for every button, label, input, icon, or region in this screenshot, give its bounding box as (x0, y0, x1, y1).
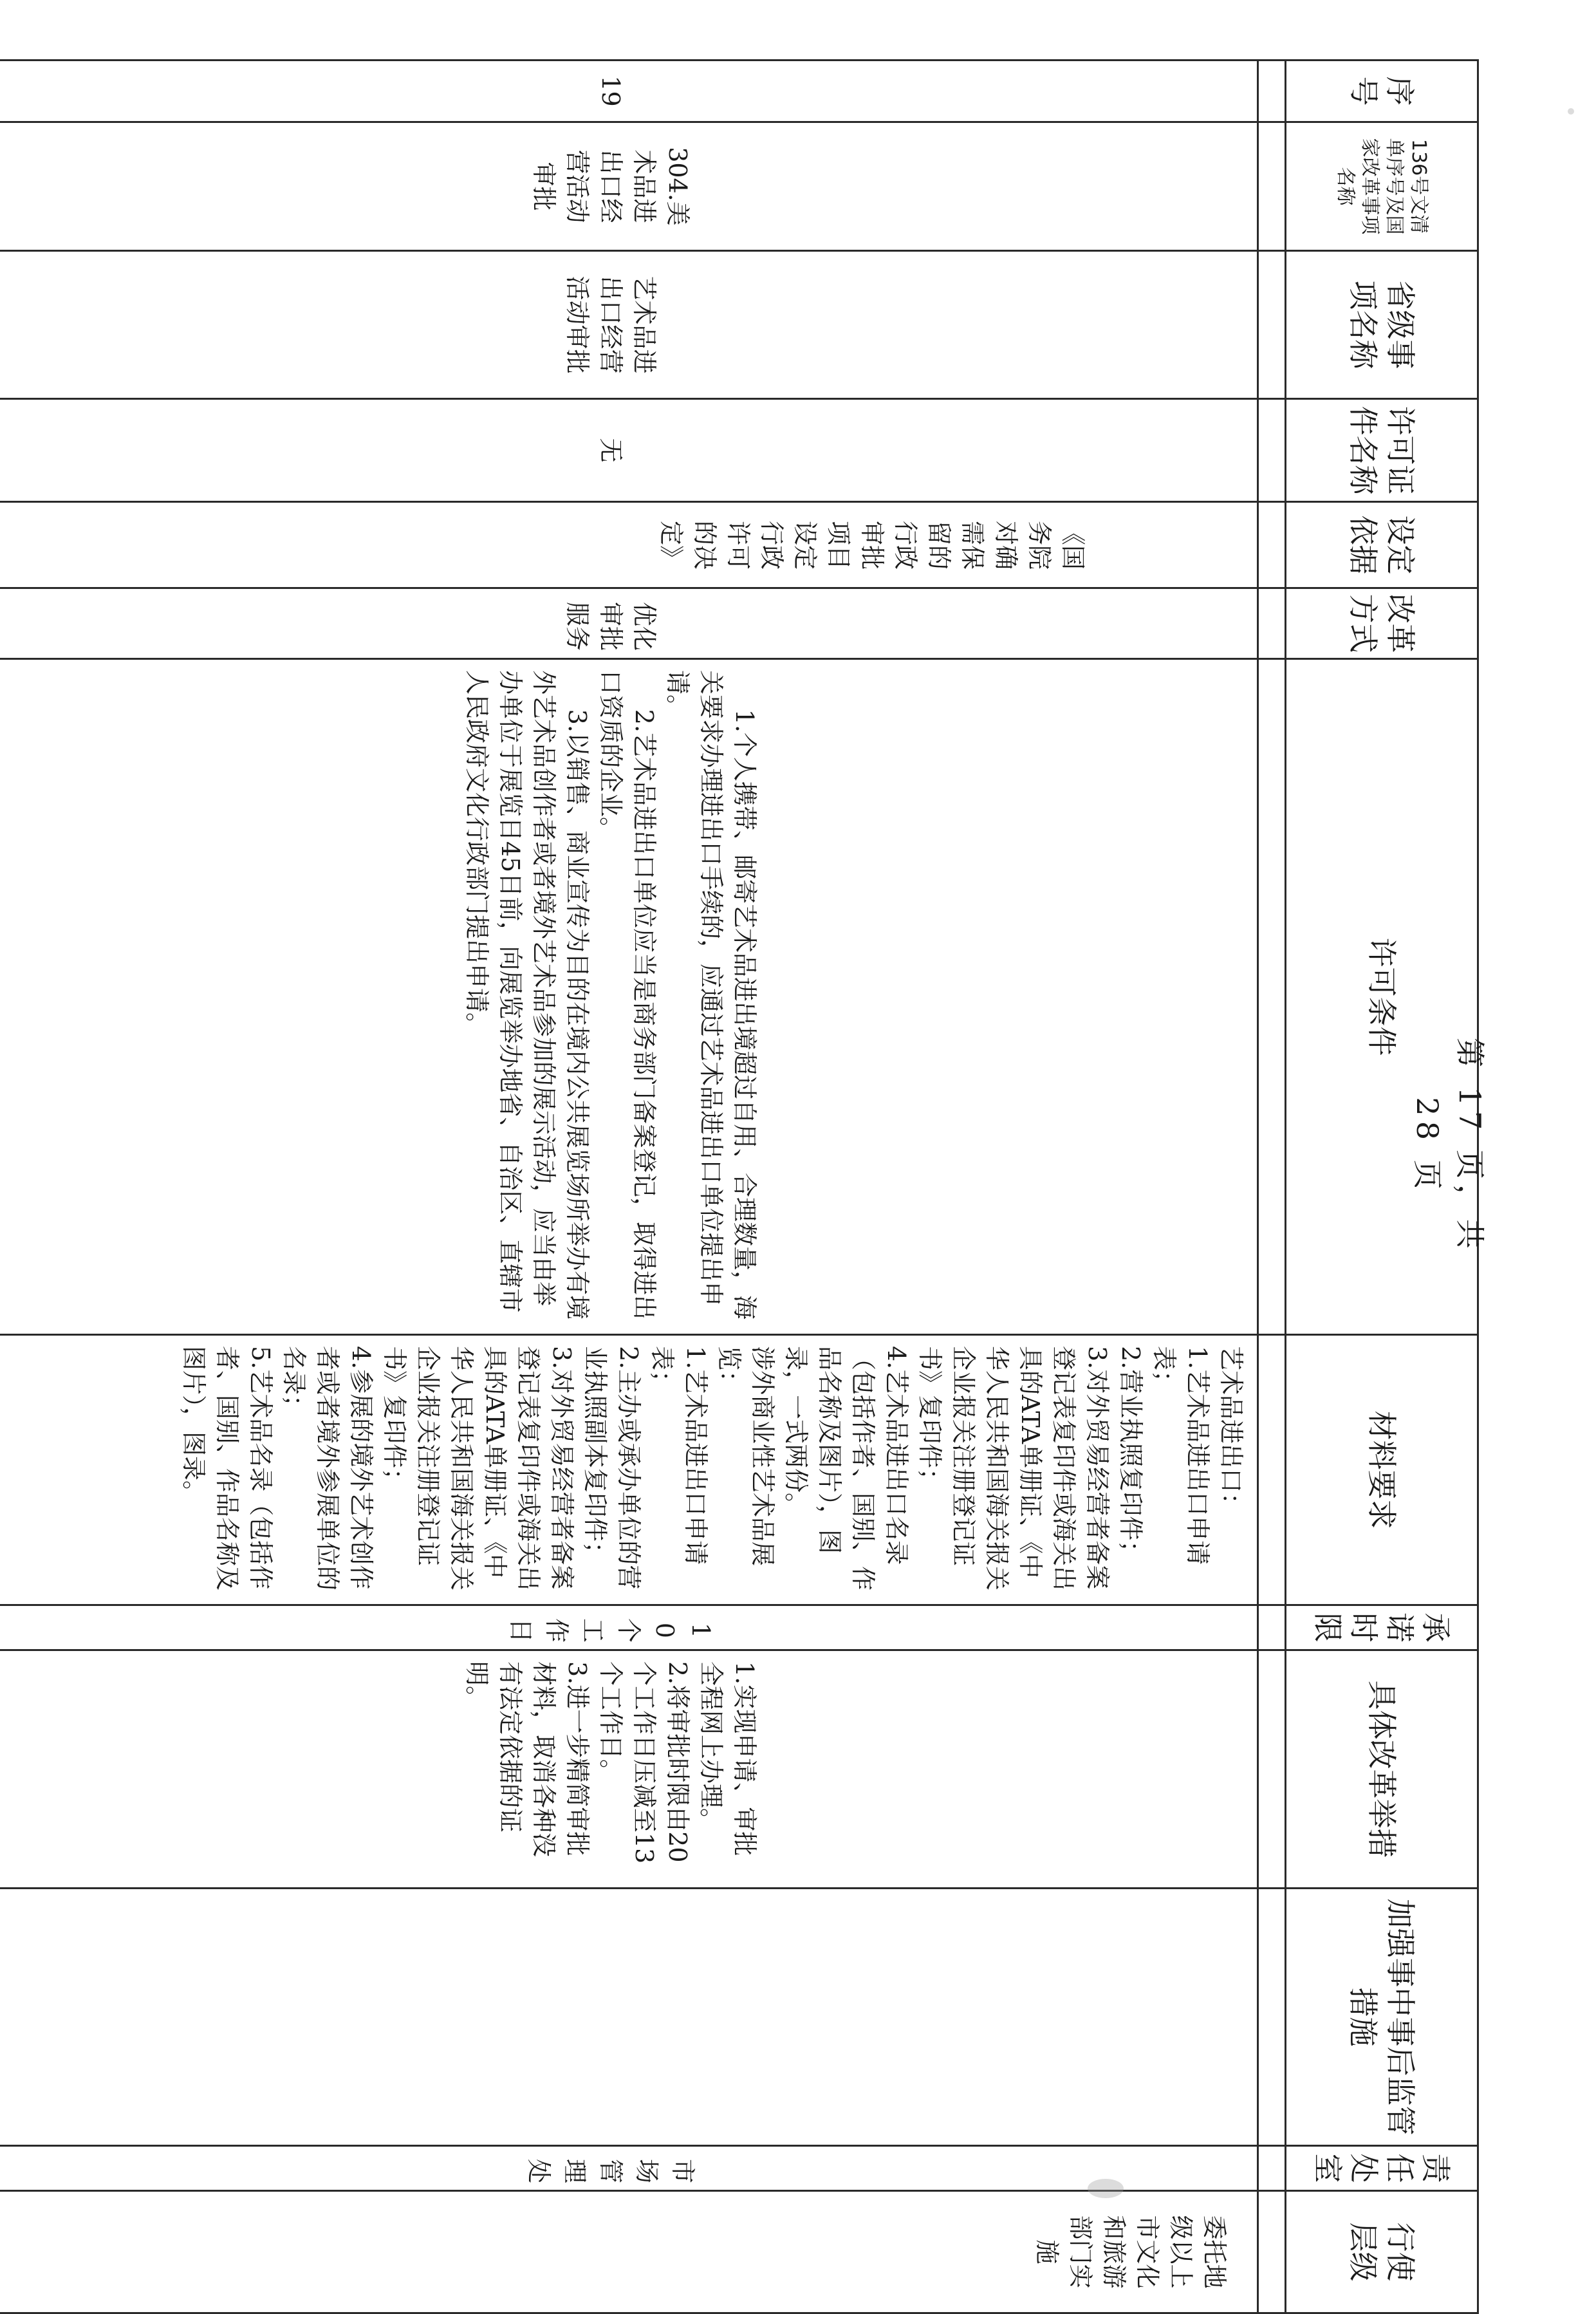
table-spacer-row (1258, 61, 1286, 2313)
header-reform-measures: 具体改革举措 (1286, 1650, 1478, 1889)
cell-seq: 19 (0, 61, 1258, 122)
cell-supervision (0, 1889, 1258, 2146)
scan-speck (1088, 2179, 1124, 2198)
scan-speck (1568, 108, 1574, 115)
reform-item: 1.实现申请、审批全程网上办理。 (697, 1661, 759, 1856)
cell-level: 委托地级以上市文化和旅游部门实施 (0, 2191, 1258, 2313)
cell-materials (0, 1335, 1258, 1605)
cell-dept: 市场管理处 (0, 2146, 1258, 2191)
cell-prov-item: 艺术品进出口经营活动审批 (0, 251, 1258, 399)
approval-items-table (0, 59, 1479, 2314)
header-license-name: 许可证件名称 (1286, 399, 1478, 502)
material-item: 涉外商业性艺术品展览： (715, 1346, 777, 1567)
condition-item: 3.以销售、商业宣传为目的在境内公共展览场所举办有境外艺术品创作者或者境外艺术品参加的展示活动，应当由举办单位于展览日45日前，向展览举办地省、自治区、直辖市人民政府文化行政部门提出申请。 (463, 670, 591, 1320)
reform-item: 2.将审批时限由20个工作日压减至13个工作日。 (597, 1661, 692, 1864)
material-item: 2.主办或承办单位的营业执照副本复印件； (581, 1346, 643, 1590)
header-prov-item: 省级事项名称 (1286, 251, 1478, 399)
cell-reform-measures (0, 1650, 1258, 1889)
material-item: 3.对外贸易经营者备案登记表复印件或海关出具的ATA单册证、《中华人民共和国海关报关企业报关注册登记证书》复印件； (916, 1346, 1111, 1591)
header-conditions: 许可条件 (1286, 659, 1478, 1335)
cell-conditions (0, 659, 1258, 1335)
header-doc136: 136号文清单序号及国家改革事项名称 (1286, 122, 1478, 251)
header-supervision: 加强事中事后监管措施 (1286, 1889, 1478, 2146)
header-materials: 材料要求 (1286, 1335, 1478, 1605)
header-seq: 序号 (1286, 61, 1478, 122)
material-item: 1.艺术品进出口申请表； (1150, 1346, 1212, 1565)
material-item: 4.艺术品进出口名录（包括作者、国别、作品名称及图片），图录，一式两份。 (782, 1346, 911, 1591)
material-item: 2.营业执照复印件； (1117, 1346, 1145, 1565)
material-item: 4.参展的境外艺术创作者或者境外参展单位的名录； (280, 1346, 375, 1591)
material-item: 3.对外贸易经营者备案登记表复印件或海关出具的ATA单册证、《中华人民共和国海关报关企业报关注册登记证书》复印件； (380, 1346, 576, 1591)
cell-license-name: 无 (0, 399, 1258, 502)
rotated-table-page (147, 59, 1479, 2289)
reform-item: 3.进一步精简审批材料，取消各种没有法定依据的证明。 (463, 1661, 591, 1858)
header-dept: 责任处室 (1286, 2146, 1478, 2191)
page-footer: 第 17 页，共 28 页 (1410, 1038, 1487, 1254)
header-promise-time: 承诺时限 (1286, 1605, 1478, 1650)
condition-item: 2.艺术品进出口单位应当是商务部门备案登记，取得进出口资质的企业。 (597, 670, 658, 1320)
material-item: 1.艺术品进出口申请表； (648, 1346, 710, 1565)
table-row (0, 61, 1258, 2313)
header-reform-mode: 改革方式 (1286, 588, 1478, 659)
cell-promise-time: 10个工作日 (0, 1605, 1258, 1650)
header-level: 行使层级 (1286, 2191, 1478, 2313)
condition-item: 1.个人携带、邮寄艺术品进出境超过自用、合理数量，海关要求办理进出口手续的，应通过艺术品进出口单位提出申请。 (663, 670, 759, 1320)
cell-doc136: 304.美术品进出口经营活动审批 (0, 122, 1258, 251)
material-item: 5.艺术品名录（包括作者、国别、作品名称及图片），图录。 (180, 1346, 275, 1591)
cell-basis: 《国务院对确需保留的行政审批项目设定行政许可的决定》 (0, 502, 1258, 588)
cell-reform-mode: 优化审批服务 (0, 588, 1258, 659)
header-basis: 设定依据 (1286, 502, 1478, 588)
material-item: 艺术品进出口： (1217, 1346, 1245, 1518)
